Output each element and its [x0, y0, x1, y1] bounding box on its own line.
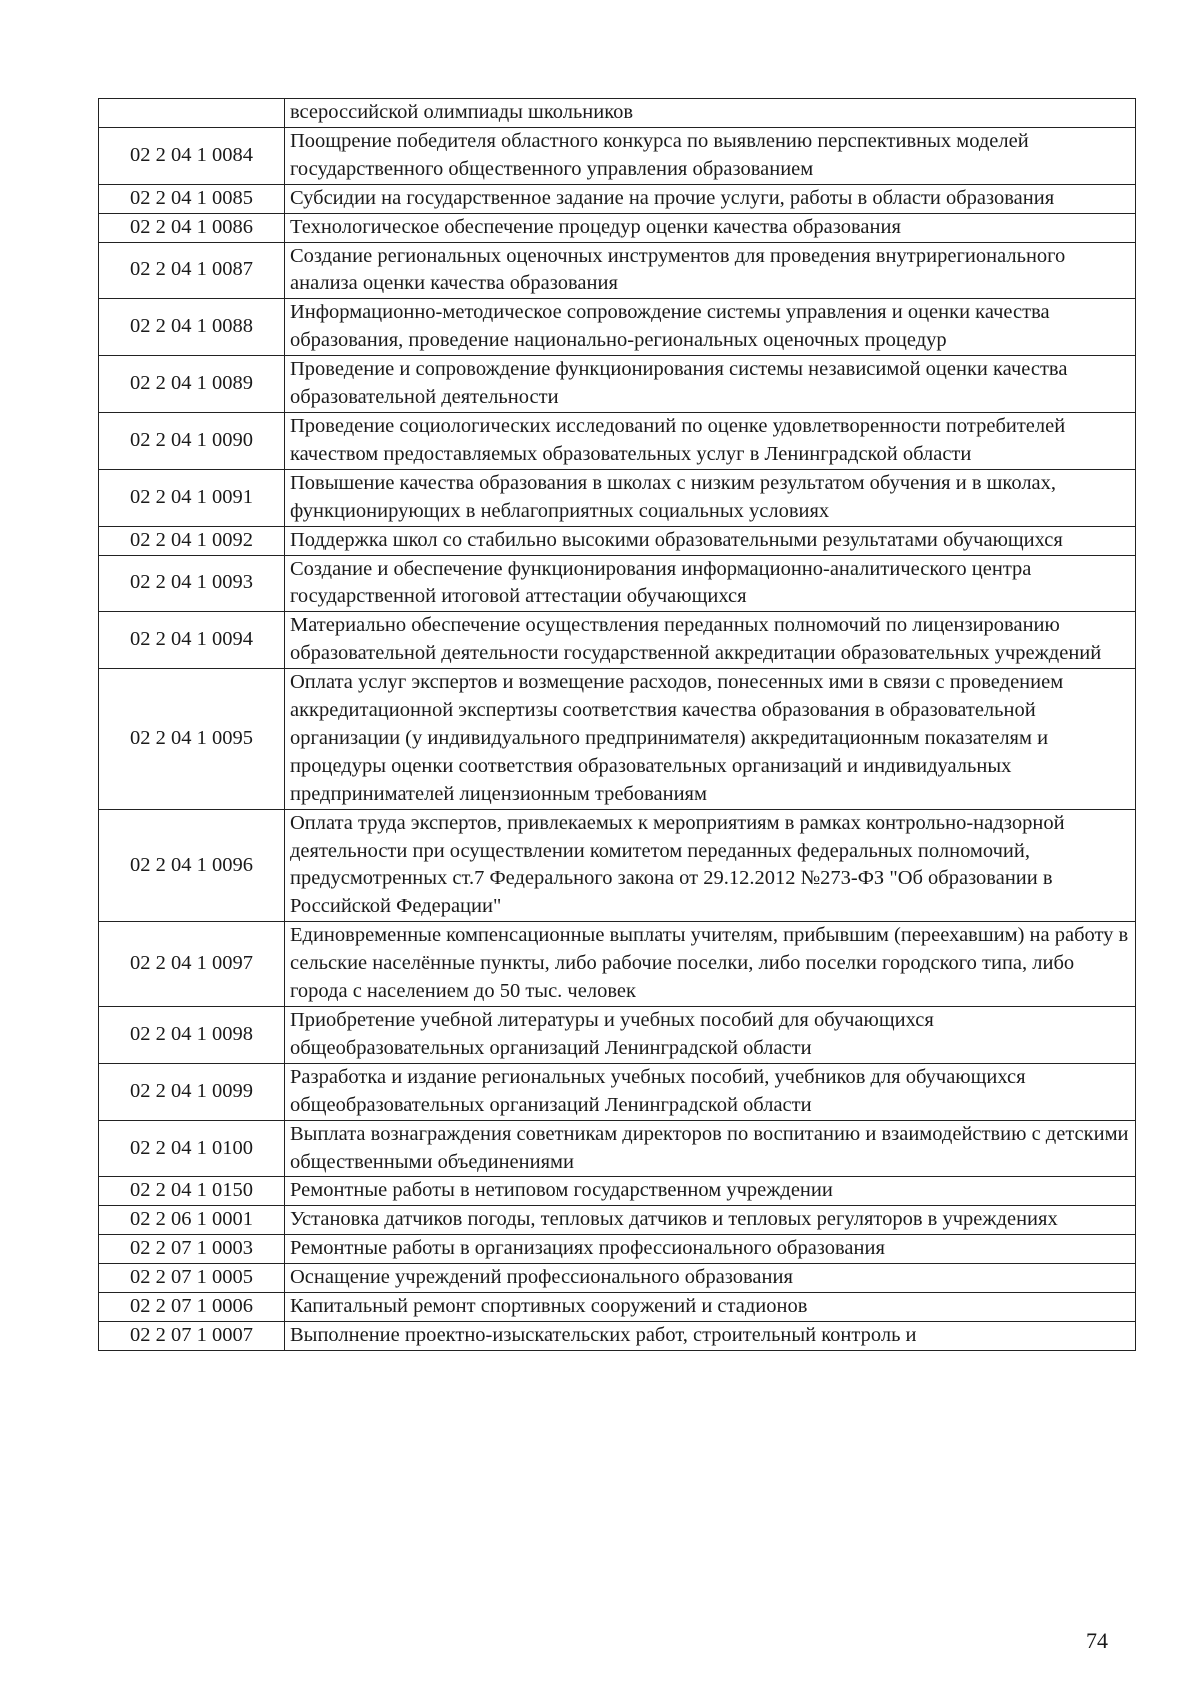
row-description: Поддержка школ со стабильно высокими образовательными результатами обучающихся: [285, 526, 1136, 555]
table-row: [99, 99, 1136, 128]
row-code: 02 2 04 1 0088: [99, 299, 285, 356]
row-code: 02 2 04 1 0089: [99, 356, 285, 413]
table-row: [99, 1264, 1136, 1293]
row-code: 02 2 04 1 0096: [99, 809, 285, 922]
row-code: 02 2 04 1 0093: [99, 555, 285, 612]
row-description: Проведение и сопровождение функционирования системы независимой оценки качества образовательной деятельности: [285, 356, 1136, 413]
budget-code-table: [98, 98, 1136, 1351]
table-row: [99, 1293, 1136, 1322]
row-code: 02 2 04 1 0091: [99, 469, 285, 526]
row-description: Установка датчиков погоды, тепловых датчиков и тепловых регуляторов в учреждениях: [285, 1206, 1136, 1235]
row-code: 02 2 04 1 0150: [99, 1177, 285, 1206]
row-description: Технологическое обеспечение процедур оценки качества образования: [285, 213, 1136, 242]
page-number: 74: [1086, 1628, 1108, 1653]
row-code: 02 2 04 1 0087: [99, 242, 285, 299]
table-row: [99, 809, 1136, 922]
row-description: Создание региональных оценочных инструментов для проведения внутрирегионального анализа оценки качества образования: [285, 242, 1136, 299]
table-row: [99, 184, 1136, 213]
table-row: [99, 1120, 1136, 1177]
table-row: [99, 1235, 1136, 1264]
row-description: Материально обеспечение осуществления переданных полномочий по лицензированию образовательной деятельности государственной аккредитации образовательных учреждений: [285, 612, 1136, 669]
row-code: 02 2 04 1 0090: [99, 412, 285, 469]
row-code: 02 2 04 1 0084: [99, 127, 285, 184]
table-row: [99, 1321, 1136, 1350]
table-row: [99, 469, 1136, 526]
table-row: [99, 1177, 1136, 1206]
row-code: [99, 99, 285, 128]
row-description: Создание и обеспечение функционирования информационно-аналитического центра государственной итоговой аттестации обучающихся: [285, 555, 1136, 612]
row-description: Проведение социологических исследований по оценке удовлетворенности потребителей качеством предоставляемых образовательных услуг в Ленинградской области: [285, 412, 1136, 469]
row-code: 02 2 04 1 0092: [99, 526, 285, 555]
row-code: 02 2 07 1 0006: [99, 1293, 285, 1322]
row-description: Единовременные компенсационные выплаты учителям, прибывшим (переехавшим) на работу в сельские населённые пункты, либо рабочие поселки, либо поселки городского типа, либо города с населением до 50 тыс. человек: [285, 922, 1136, 1007]
table-row: [99, 356, 1136, 413]
row-code: 02 2 07 1 0003: [99, 1235, 285, 1264]
row-code: 02 2 04 1 0097: [99, 922, 285, 1007]
table-row: [99, 922, 1136, 1007]
row-code: 02 2 06 1 0001: [99, 1206, 285, 1235]
row-code: 02 2 07 1 0007: [99, 1321, 285, 1350]
table-row: [99, 1007, 1136, 1064]
row-description: Выполнение проектно-изыскательских работ, строительный контроль и: [285, 1321, 1136, 1350]
table-row: [99, 612, 1136, 669]
row-description: Разработка и издание региональных учебных пособий, учебников для обучающихся общеобразовательных организаций Ленинградской области: [285, 1063, 1136, 1120]
row-description: Ремонтные работы в организациях профессионального образования: [285, 1235, 1136, 1264]
row-code: 02 2 04 1 0094: [99, 612, 285, 669]
row-description: Субсидии на государственное задание на прочие услуги, работы в области образования: [285, 184, 1136, 213]
table-row: [99, 1206, 1136, 1235]
table-row: [99, 555, 1136, 612]
row-code: 02 2 04 1 0086: [99, 213, 285, 242]
table-row: [99, 299, 1136, 356]
row-code: 02 2 04 1 0098: [99, 1007, 285, 1064]
table-row: [99, 213, 1136, 242]
table-body: [99, 99, 1136, 1351]
table-row: [99, 412, 1136, 469]
row-description: Выплата вознаграждения советникам директоров по воспитанию и взаимодействию с детскими общественными объединениями: [285, 1120, 1136, 1177]
row-description: Ремонтные работы в нетиповом государственном учреждении: [285, 1177, 1136, 1206]
row-description: Повышение качества образования в школах с низким результатом обучения и в школах, функционирующих в неблагоприятных социальных условиях: [285, 469, 1136, 526]
row-description: Оплата услуг экспертов и возмещение расходов, понесенных ими в связи с проведением аккредитационной экспертизы соответствия качества образования в образовательной организации (у индивидуального предпринимателя) аккредитационным показателям и процедуры оценки соответствия образовательных организаций и индивидуальных предпринимателей лицензионным требованиям: [285, 669, 1136, 810]
table-row: [99, 669, 1136, 810]
row-description: Информационно-методическое сопровождение системы управления и оценки качества образования, проведение национально-региональных оценочных процедур: [285, 299, 1136, 356]
row-description: Приобретение учебной литературы и учебных пособий для обучающихся общеобразовательных организаций Ленинградской области: [285, 1007, 1136, 1064]
row-description: всероссийской олимпиады школьников: [285, 99, 1136, 128]
row-code: 02 2 04 1 0099: [99, 1063, 285, 1120]
row-code: 02 2 04 1 0100: [99, 1120, 285, 1177]
table-row: [99, 127, 1136, 184]
row-description: Оснащение учреждений профессионального образования: [285, 1264, 1136, 1293]
row-code: 02 2 04 1 0095: [99, 669, 285, 810]
table-row: [99, 1063, 1136, 1120]
row-description: Поощрение победителя областного конкурса по выявлению перспективных моделей государственного общественного управления образованием: [285, 127, 1136, 184]
table-row: [99, 242, 1136, 299]
row-description: Капитальный ремонт спортивных сооружений и стадионов: [285, 1293, 1136, 1322]
row-code: 02 2 04 1 0085: [99, 184, 285, 213]
row-description: Оплата труда экспертов, привлекаемых к мероприятиям в рамках контрольно-надзорной деятельности при осуществлении комитетом переданных федеральных полномочий, предусмотренных ст.7 Федерального закона от 29.12.2012 №273-ФЗ "Об образовании в Российской Федерации": [285, 809, 1136, 922]
row-code: 02 2 07 1 0005: [99, 1264, 285, 1293]
table-row: [99, 526, 1136, 555]
